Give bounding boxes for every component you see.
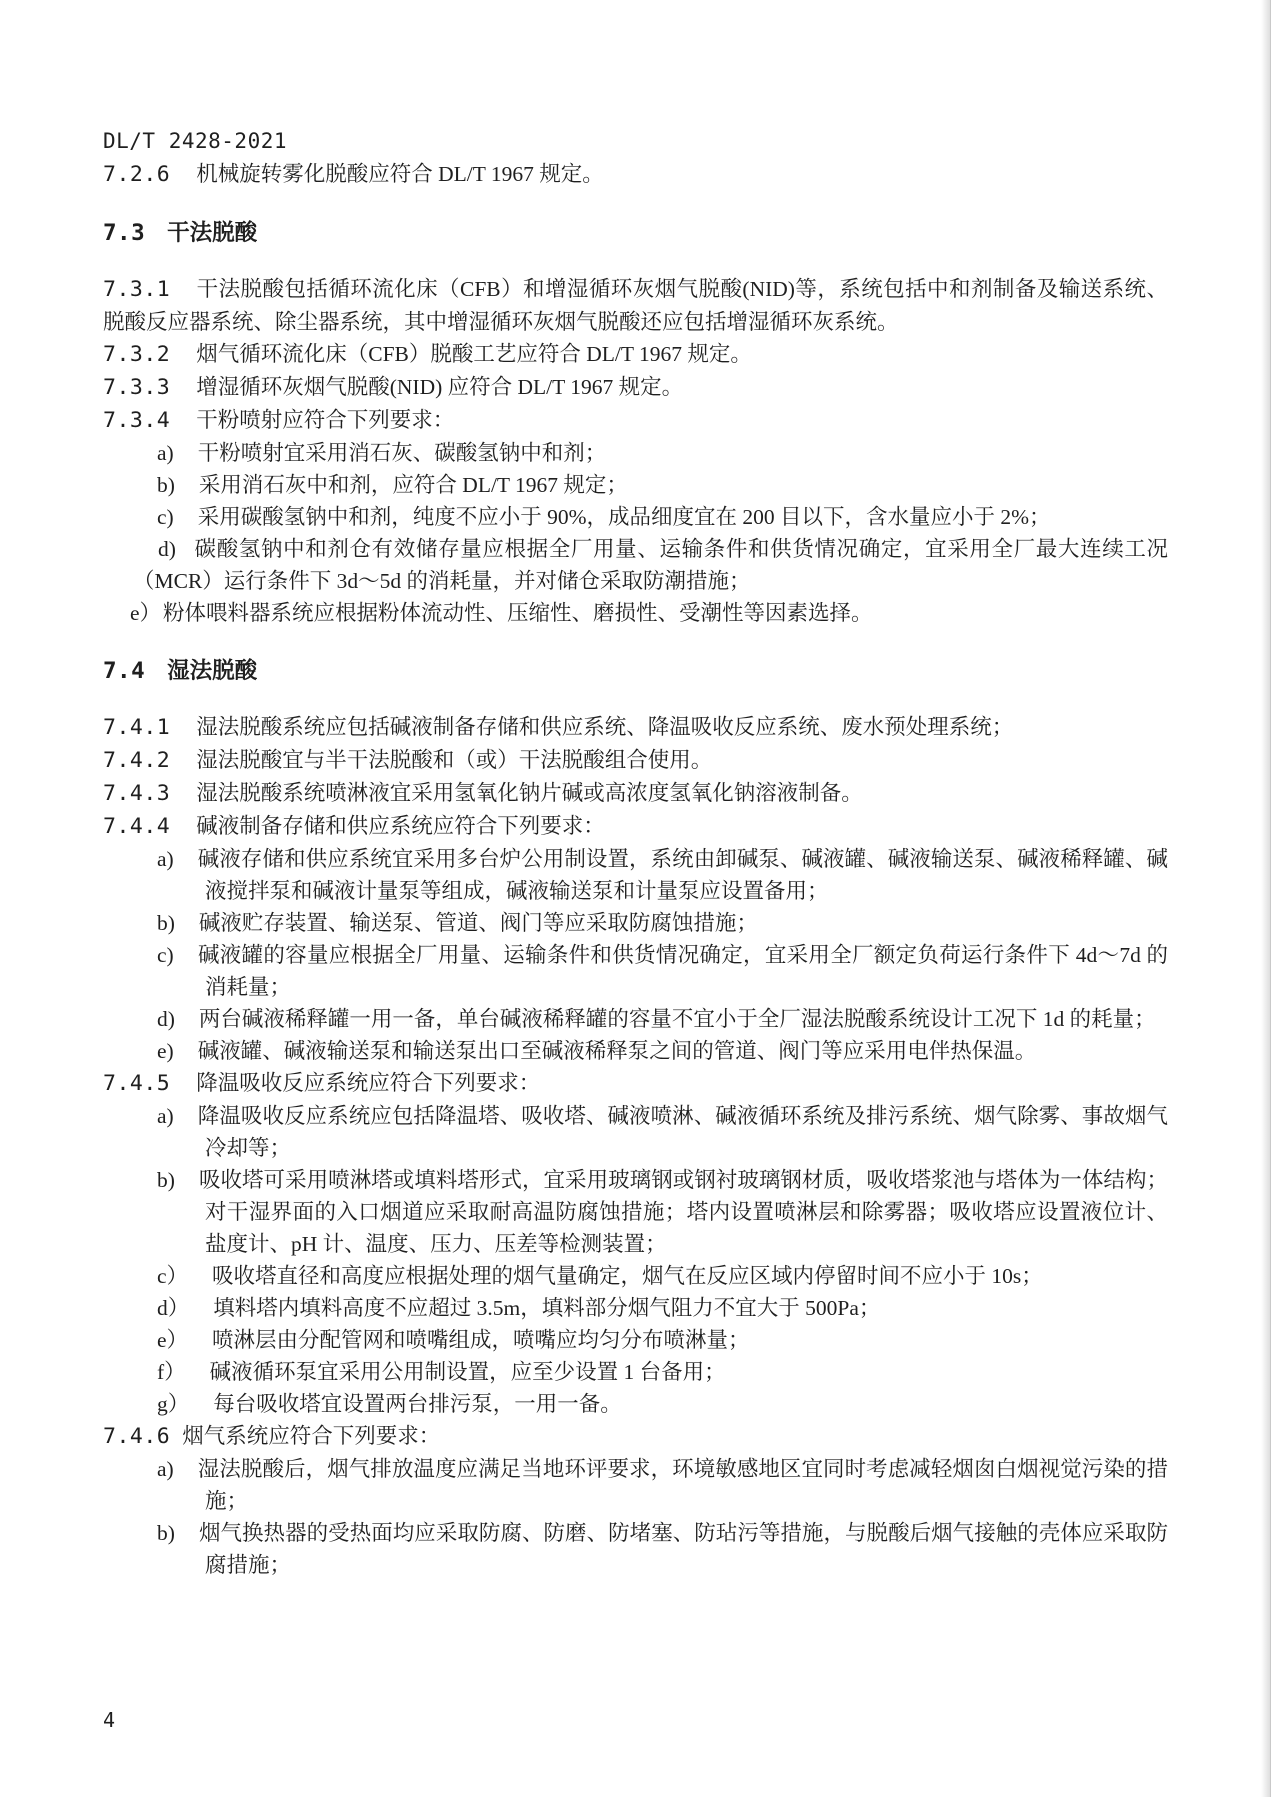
body-text: 降温吸收反应系统应包括降温塔、吸收塔、碱液喷淋、碱液循环系统及排污系统、烟气除雾、事故烟气冷却等； (197, 1104, 1168, 1160)
body-text: 烟气系统应符合下列要求： (182, 1424, 441, 1448)
page-number: 4 (103, 1708, 116, 1732)
clause (103, 777, 1168, 810)
body-text: 增湿循环灰烟气脱酸(NID) 应符合 DL/T 1967 规定。 (196, 375, 684, 399)
body-text: 湿法脱酸后，烟气排放温度应满足当地环评要求，环境敏感地区宜同时考虑减轻烟囱白烟视觉污染的措施； (197, 1457, 1168, 1513)
item-label: c） (157, 1264, 189, 1288)
standard-number-header: DL/T 2428-2021 (103, 129, 288, 153)
list-item (103, 1100, 1168, 1164)
list-item (103, 437, 1168, 469)
item-label: c) (157, 505, 174, 529)
body-text: 干法脱酸包括循环流化床（CFB）和增湿循环灰烟气脱酸(NID)等，系统包括中和剂制备及输送系统、脱酸反应器系统、除尘器系统，其中增湿循环灰烟气脱酸还应包括增湿循环灰系统。 (103, 277, 1168, 334)
clause-number: 7.3.3 (103, 375, 171, 400)
item-label: b) (157, 1168, 175, 1192)
scan-edge-artifact (1261, 0, 1271, 1797)
body-text: 湿法脱酸系统应包括碱液制备存储和供应系统、降温吸收反应系统、废水预处理系统； (196, 715, 1014, 739)
clause-number: 7.4 (103, 658, 146, 684)
body-text: 两台碱液稀释罐一用一备，单台碱液稀释罐的容量不宜小于全厂湿法脱酸系统设计工况下 1d 的耗量； (198, 1007, 1156, 1031)
body-text: 碱液贮存装置、输送泵、管道、阀门等应采取防腐蚀措施； (198, 911, 758, 935)
section-heading (103, 217, 1168, 249)
body-text: 碱液制备存储和供应系统应符合下列要求： (196, 814, 605, 838)
item-label: g） (157, 1392, 190, 1416)
document-body (103, 158, 1168, 1581)
item-label: b) (157, 473, 175, 497)
body-text: 降温吸收反应系统应符合下列要求： (196, 1071, 541, 1095)
heading-text: 湿法脱酸 (167, 658, 258, 683)
list-item (103, 1324, 1168, 1356)
item-label: d) (157, 1007, 175, 1031)
list-item (103, 1356, 1168, 1388)
body-text: 每台吸收塔宜设置两台排污泵，一用一备。 (213, 1392, 622, 1416)
item-label: e） (157, 1328, 189, 1352)
item-label: a) (157, 847, 174, 871)
list-item (103, 1517, 1168, 1581)
body-text: 干粉喷射应符合下列要求： (196, 408, 455, 432)
body-text: 碳酸氢钠中和剂仓有效储存量应根据全厂用量、运输条件和供货情况确定，宜采用全厂最大连续工况（MCR）运行条件下 3d～5d 的消耗量，并对储仓采取防潮措施； (133, 537, 1168, 593)
item-label: a) (157, 1104, 174, 1128)
body-text: 碱液罐、碱液输送泵和输送泵出口至碱液稀释泵之间的管道、阀门等应采用电伴热保温。 (197, 1039, 1037, 1063)
clause (103, 404, 1168, 437)
clause (103, 158, 1168, 191)
list-item (103, 1292, 1168, 1324)
body-text: 填料塔内填料高度不应超过 3.5m，填料部分烟气阻力不宜大于 500Pa； (213, 1296, 881, 1320)
list-item (103, 469, 1168, 501)
clause-number: 7.4.1 (103, 715, 171, 740)
list-item (103, 1388, 1168, 1420)
clause-number: 7.4.5 (103, 1071, 171, 1096)
clause-number: 7.4.4 (103, 814, 171, 839)
body-text: 吸收塔可采用喷淋塔或填料塔形式，宜采用玻璃钢或钢衬玻璃钢材质，吸收塔浆池与塔体为一体结构；对干湿界面的入口烟道应采取耐高温防腐蚀措施；塔内设置喷淋层和除雾器；吸收塔应设置液位计、盐度计、pH 计、温度、压力、压差等检测装置； (198, 1168, 1168, 1256)
clause-number: 7.3.4 (103, 408, 171, 433)
section-heading (103, 655, 1168, 687)
item-label: f） (157, 1360, 186, 1384)
body-text: 碱液罐的容量应根据全厂用量、运输条件和供货情况确定，宜采用全厂额定负荷运行条件下 4d～7d 的消耗量； (197, 943, 1168, 999)
body-text: 吸收塔直径和高度应根据处理的烟气量确定，烟气在反应区域内停留时间不应小于 10s； (212, 1264, 1043, 1288)
clause (103, 711, 1168, 744)
clause (103, 371, 1168, 404)
list-item (103, 1035, 1168, 1067)
clause (103, 1067, 1168, 1100)
list-item (103, 1003, 1168, 1035)
item-label: a) (157, 441, 174, 465)
body-text: 干粉喷射宜采用消石灰、碳酸氢钠中和剂； (197, 441, 607, 465)
item-label: b) (157, 911, 175, 935)
body-text: 采用碳酸氢钠中和剂，纯度不应小于 90%，成品细度宜在 200 目以下，含水量应小于 2%； (197, 505, 1051, 529)
list-item (103, 597, 1168, 629)
clause (103, 744, 1168, 777)
body-text: 湿法脱酸系统喷淋液宜采用氢氧化钠片碱或高浓度氢氧化钠溶液制备。 (196, 781, 863, 805)
list-item (103, 843, 1168, 907)
list-item (103, 501, 1168, 533)
body-text: 采用消石灰中和剂，应符合 DL/T 1967 规定； (198, 473, 628, 497)
heading-text: 干法脱酸 (167, 220, 258, 245)
body-text: 烟气循环流化床（CFB）脱酸工艺应符合 DL/T 1967 规定。 (196, 342, 752, 366)
body-text: 喷淋层由分配管网和喷嘴组成，喷嘴应均匀分布喷淋量； (212, 1328, 750, 1352)
item-label: b) (157, 1521, 175, 1545)
item-label: a) (157, 1457, 174, 1481)
list-item (103, 1164, 1168, 1260)
body-text: 碱液存储和供应系统宜采用多台炉公用制设置，系统由卸碱泵、碱液罐、碱液输送泵、碱液稀释罐、碱液搅拌泵和碱液计量泵等组成，碱液输送泵和计量泵应设置备用； (197, 847, 1168, 903)
clause-number: 7.4.6 (103, 1424, 171, 1449)
list-item (103, 907, 1168, 939)
item-label: c) (157, 943, 174, 967)
clause (103, 1420, 1168, 1453)
clause-number: 7.3 (103, 220, 146, 246)
clause-number: 7.4.2 (103, 748, 171, 773)
clause-number: 7.3.1 (103, 277, 171, 302)
list-item (103, 1260, 1168, 1292)
body-text: 粉体喂料器系统应根据粉体流动性、压缩性、磨损性、受潮性等因素选择。 (163, 601, 873, 625)
body-text: 烟气换热器的受热面均应采取防腐、防磨、防堵塞、防玷污等措施，与脱酸后烟气接触的壳体应采取防腐措施； (198, 1521, 1168, 1577)
item-label: e） (130, 601, 162, 625)
list-item (103, 939, 1168, 1003)
clause-number: 7.2.6 (103, 162, 171, 187)
clause-number: 7.3.2 (103, 342, 171, 367)
body-text: 湿法脱酸宜与半干法脱酸和（或）干法脱酸组合使用。 (196, 748, 713, 772)
item-label: d) (158, 537, 176, 561)
list-item (103, 533, 1168, 597)
clause (103, 273, 1168, 338)
clause (103, 338, 1168, 371)
clause-number: 7.4.3 (103, 781, 171, 806)
body-text: 碱液循环泵宜采用公用制设置，应至少设置 1 台备用； (209, 1360, 726, 1384)
body-text: 机械旋转雾化脱酸应符合 DL/T 1967 规定。 (196, 162, 604, 186)
item-label: e) (157, 1039, 174, 1063)
list-item (103, 1453, 1168, 1517)
item-label: d） (157, 1296, 190, 1320)
clause (103, 810, 1168, 843)
